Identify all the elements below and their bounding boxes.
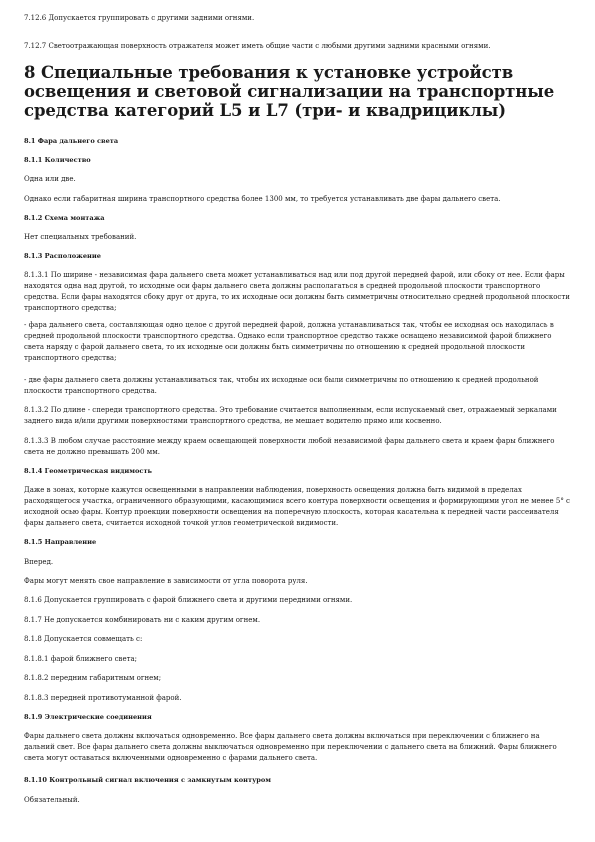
paragraph: Фары могут менять свое направление в зависимости от угла поворота руля. (24, 577, 308, 585)
paragraph: Вперед. (24, 558, 54, 566)
paragraph: Обязательный. (24, 796, 80, 804)
paragraph-list-item: - две фары дальнего света должны устанавливаться так, чтобы их исходные оси были симметричны по отношению к средней продольной плоскости транспортного средства. (24, 376, 539, 395)
subsection-heading-8-1-4: 8.1.4 Геометрическая видимость (24, 467, 153, 475)
section-heading: 8 Специальные требования к установке устройств освещения и световой сигнализации на транспортные средства категорий L5 и L7 (три- и квадрициклы) (24, 63, 555, 120)
subsection-heading-8-1-3: 8.1.3 Расположение (24, 252, 101, 260)
paragraph-8-1-3-3: 8.1.3.3 В любом случае расстояние между краем освещающей поверхности любой независимой фары дальнего света и краем фары ближнего света не должно превышать 200 мм. (24, 437, 555, 456)
paragraph-7-12-6: 7.12.6 Допускается группировать с другими задними огнями. (24, 14, 255, 22)
paragraph: Одна или две. (24, 175, 76, 183)
paragraph-8-1-3-1: 8.1.3.1 По ширине - независимая фара дальнего света может устанавливаться над или под другой передней фарой, или сбоку от нее. Если фары находятся одна над другой, то исходные оси фары дальнего света должны располагаться в средней продольной плоскости транспортного средства. Если фары находятся сбоку друг от друга, то их исходные оси должны быть симметричны относительно средней продольной плоскости транспортного средства; (24, 271, 570, 312)
paragraph-8-1-8-1: 8.1.8.1 фарой ближнего света; (24, 655, 138, 663)
paragraph: Однако если габаритная ширина транспортного средства более 1300 мм, то требуется устанавливать две фары дальнего света. (24, 195, 501, 203)
paragraph-8-1-8: 8.1.8 Допускается совмещать с: (24, 635, 143, 643)
paragraph: Даже в зонах, которые кажутся освещенными в направлении наблюдения, поверхность освещения должна быть видимой в пределах расходящегося участка, ограниченного образующими, касающимися всего контура поверхности освещения и формирующими угол не менее 5° с исходной осью фары. Контур проекции поверхности освещения на поперечную плоскость, которая касательна к передней части рассеивателя фары дальнего света, считается исходной точкой углов геометрической видимости. (24, 486, 570, 527)
subsection-heading-8-1-1: 8.1.1 Количество (24, 156, 91, 164)
paragraph-8-1-3-2: 8.1.3.2 По длине - спереди транспортного средства. Это требование считается выполненным, если испускаемый свет, отражаемый зеркалами заднего вида и/или другими поверхностями транспортного средства, не мешает водителю прямо или косвенно. (24, 406, 557, 425)
paragraph: Нет специальных требований. (24, 233, 137, 241)
paragraph-list-item: - фара дальнего света, составляющая одно целое с другой передней фарой, должна устанавливаться так, чтобы ее исходная ось находилась в средней продольной плоскости транспортного средства. Однако если транспортное средство также оснащено независимой фарой ближнего света наряду с фарой дальнего света, то их исходные оси должны быть симметричны по отношению к средней продольной плоскости транспортного средства; (24, 321, 554, 362)
subsection-heading-8-1-10: 8.1.10 Контрольный сигнал включения с замкнутым контуром (24, 776, 272, 784)
paragraph-8-1-8-3: 8.1.8.3 передней противотуманной фарой. (24, 694, 182, 702)
subsection-heading-8-1-5: 8.1.5 Направление (24, 538, 97, 546)
paragraph-8-1-7: 8.1.7 Не допускается комбинировать ни с каким другим огнем. (24, 616, 261, 624)
subsection-heading-8-1-2: 8.1.2 Схема монтажа (24, 214, 105, 222)
paragraph-8-1-8-2: 8.1.8.2 передним габаритным огнем; (24, 674, 162, 682)
subsection-heading-8-1-9: 8.1.9 Электрические соединения (24, 713, 152, 721)
paragraph-7-12-7: 7.12.7 Светоотражающая поверхность отражателя может иметь общие части с любыми другими задними красными огнями. (24, 42, 491, 50)
subsection-heading-8-1: 8.1 Фара дальнего света (24, 137, 119, 145)
paragraph: Фары дальнего света должны включаться одновременно. Все фары дальнего света должны включаться при переключении с ближнего на дальний свет. Все фары дальнего света должны выключаться одновременно при переключении с дальнего света на ближний. Фары ближнего света могут оставаться включенными одновременно с фарами дальнего света. (24, 732, 557, 762)
paragraph-8-1-6: 8.1.6 Допускается группировать с фарой ближнего света и другими передними огнями. (24, 596, 353, 604)
